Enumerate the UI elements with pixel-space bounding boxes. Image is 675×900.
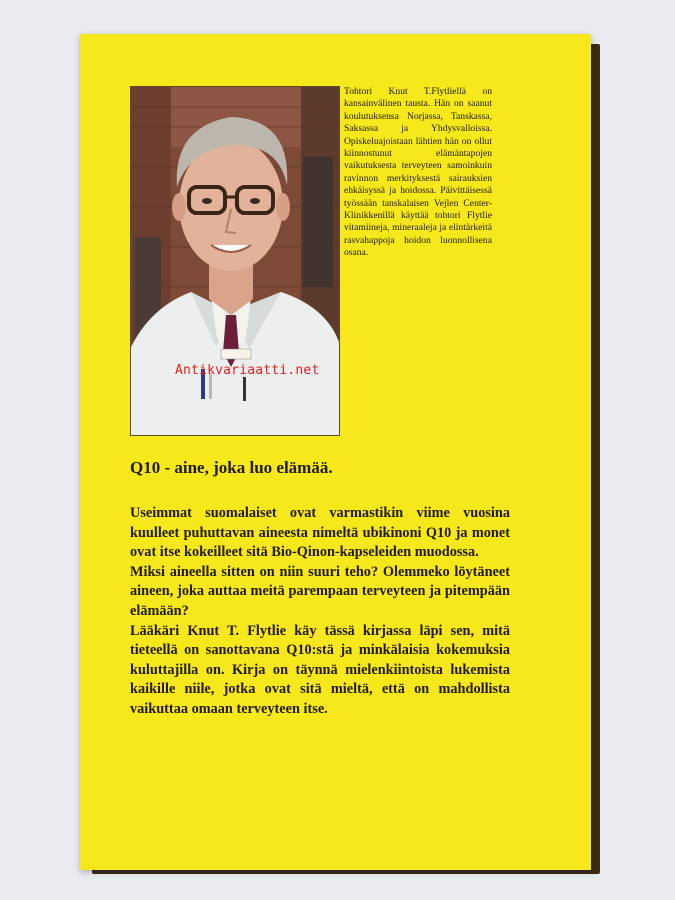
blurb [130, 504, 510, 720]
author-bio: Tohtori Knut T.Flytliellä on kansainvälinen tausta. Hän on saanut koulutuksensa Norjassa, Tanskassa, Saksassa ja Yhdysvalloissa. Opiskeluajoistaan lähtien hän on ollut kiinnostunut elämäntapojen vaikutuksesta terveyteen samoinkuin ravinnon merkityksestä sairauksien ehkäisyssä ja hoidossa. Päivittäisessä työssään tanskalaisen Vejlen Center-Klinikkenillä käyttää tohtori Flytlie vitamiineja, mineraaleja ja elintärkeitä rasvahappoja hoidon luonnollisena osana. [344, 86, 492, 259]
watermark-text: Antikvariaatti.net [175, 363, 320, 378]
blurb-paragraph: Lääkäri Knut T. Flytlie käy tässä kirjassa läpi sen, mitä tieteellä on sanottavana Q10:stä ja minkälaisia kokemuksia kuluttajilla on. Kirja on täynnä mielenkiintoista lukemista kaikille niile, jotka ovat sitä mieltä, että on mahdollista vaikuttaa omaan terveyteen itse. [130, 622, 510, 717]
book-headline: Q10 - aine, joka luo elämää. [130, 458, 333, 477]
blurb-paragraph: Miksi aineella sitten on niin suuri teho? Olemmeko löytäneet aineen, joka auttaa meitä parempaan terveyteen ja pitempään elämään? [130, 563, 510, 619]
blurb-paragraph: Useimmat suomalaiset ovat varmastikin viime vuosina kuulleet puhuttavan aineesta nimeltä ubikinoni Q10 ja monet ovat itse kokeilleet sitä Bio-Qinon-kapseleiden muodossa. [130, 505, 510, 561]
book-back-cover [80, 34, 591, 870]
author-photo [130, 86, 340, 436]
